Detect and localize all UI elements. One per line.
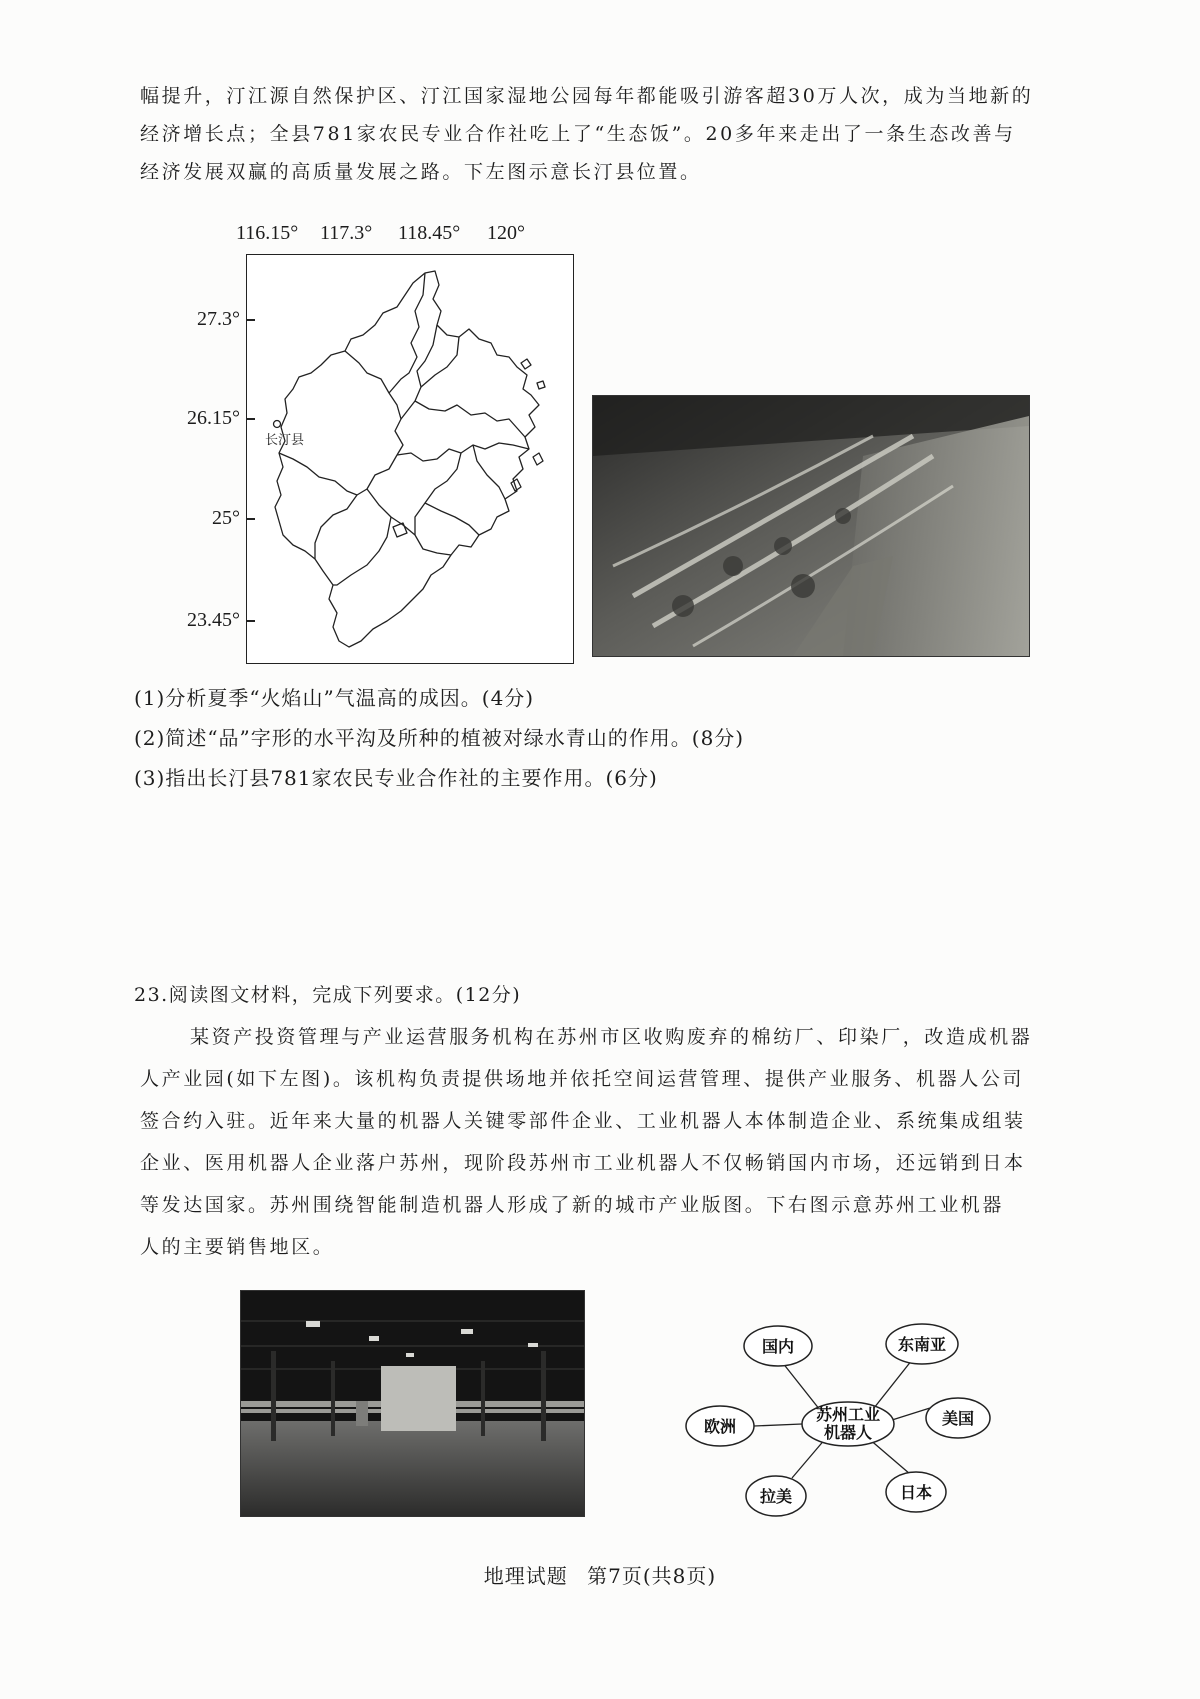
q23-line-3: 签合约入驻。近年来大量的机器人关键零部件企业、工业机器人本体制造企业、系统集成组装 [140,1110,1026,1132]
lat-tick-3 [246,518,255,520]
question-23-title: 23.阅读图文材料，完成下列要求。(12分) [134,984,522,1006]
region-label-southeast-asia: 东南亚 [897,1335,947,1354]
lon-label-1: 116.15° [236,222,299,244]
intro-line-2: 经济增长点；全县781家农民专业合作社吃上了“生态饭”。20多年来走出了一条生态改善与 [140,123,1016,145]
region-label-japan: 日本 [899,1483,933,1502]
region-label-domestic: 国内 [761,1337,795,1356]
county-label: 长汀县 [265,433,305,448]
q23-line-4: 企业、医用机器人企业落户苏州，现阶段苏州市工业机器人不仅畅销国内市场，还远销到日本 [140,1152,1026,1174]
sales-diagram [670,1290,1030,1520]
factory-photo-image [241,1291,584,1516]
lat-label-2: 26.15° [187,407,240,429]
q23-line-6: 人的主要销售地区。 [140,1236,335,1258]
lat-label-4: 23.45° [187,609,240,631]
q23-line-5: 等发达国家。苏州围绕智能制造机器人形成了新的城市产业版图。下右图示意苏州工业机器 [140,1194,1005,1216]
lat-tick-2 [246,418,255,420]
lon-label-2: 117.3° [320,222,373,244]
question-22-3: (3)指出长汀县781家农民专业合作社的主要作用。(6分) [134,766,658,790]
question-22-1: (1)分析夏季“火焰山”气温高的成因。(4分) [134,686,535,710]
center-label-line2: 机器人 [823,1423,873,1442]
intro-line-3: 经济发展双赢的高质量发展之路。下左图示意长汀县位置。 [140,161,702,183]
intro-line-1: 幅提升，汀江源自然保护区、汀江国家湿地公园每年都能吸引游客超30万人次，成为当地新的 [140,85,1034,107]
changting-marker [274,421,281,428]
terrace-photo [592,395,1030,657]
page-footer [0,1560,1200,1589]
fujian-outline-map [247,255,573,663]
question-22-2: (2)简述“品”字形的水平沟及所种的植被对绿水青山的作用。(8分) [134,726,745,750]
factory-photo [240,1290,585,1517]
lat-tick-4 [246,620,255,622]
lat-tick-1 [246,319,255,321]
footer-page-number: 第7页(共8页) [587,1564,717,1588]
lon-label-4: 120° [487,222,525,244]
region-label-latin-america: 拉美 [759,1487,793,1506]
sales-diagram-svg [670,1290,1030,1520]
lat-label-1: 27.3° [197,308,240,330]
region-label-usa: 美国 [941,1409,975,1428]
footer-subject: 地理试题 [483,1564,568,1588]
lat-label-3: 25° [212,507,240,529]
terrace-photo-image [593,396,1029,656]
lon-label-3: 118.45° [398,222,461,244]
location-map [246,254,574,664]
center-label-line1: 苏州工业 [815,1405,881,1424]
q23-line-2: 人产业园(如下左图)。该机构负责提供场地并依托空间运营管理、提供产业服务、机器人公司 [140,1068,1025,1090]
q23-line-1: 某资产投资管理与产业运营服务机构在苏州市区收购废弃的棉纺厂、印染厂，改造成机器 [190,1026,1033,1048]
region-label-europe: 欧洲 [703,1417,737,1436]
